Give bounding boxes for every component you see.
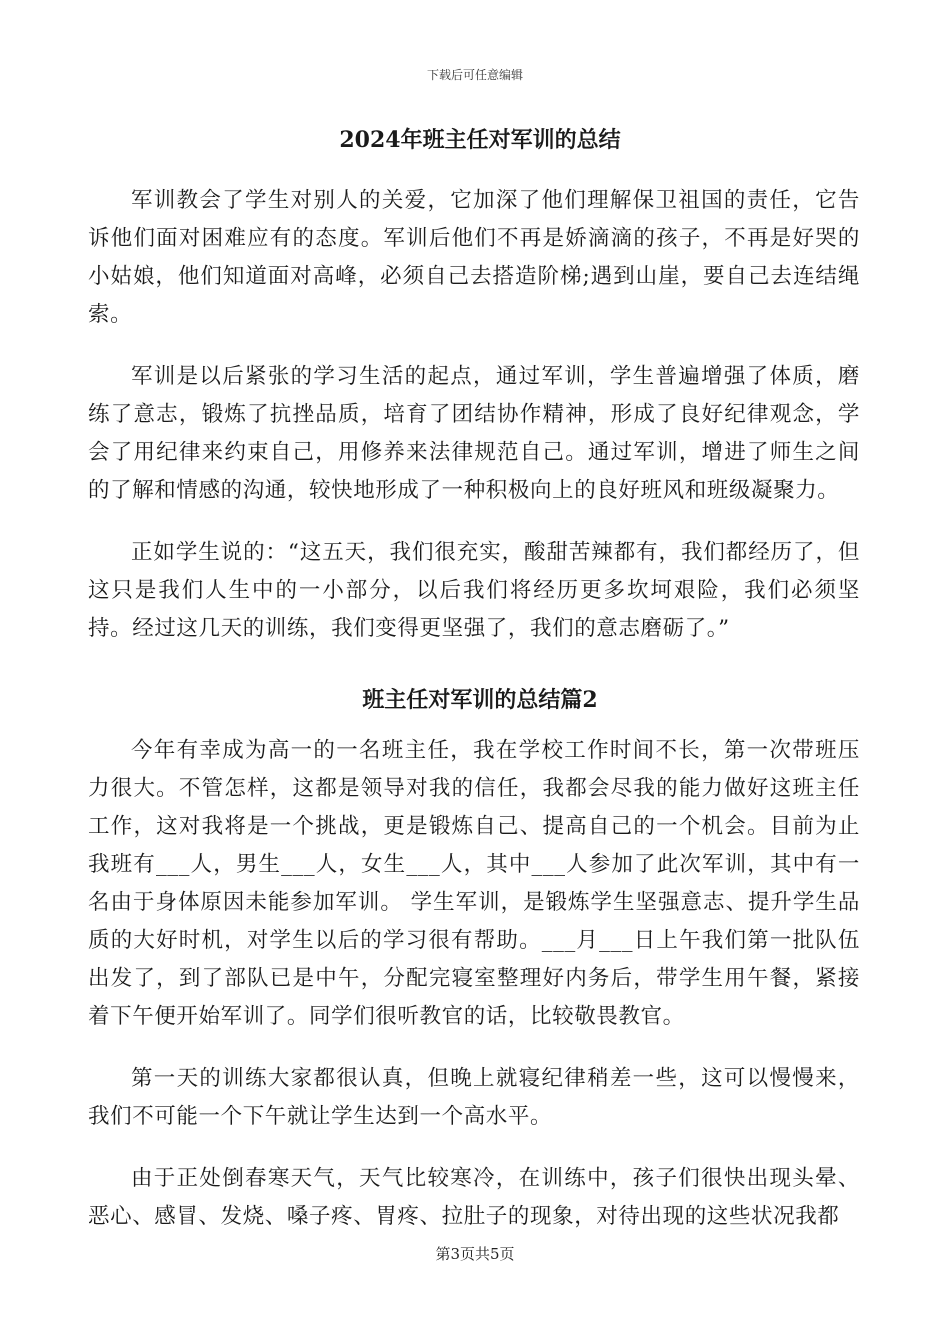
paragraph: 第一天的训练大家都很认真，但晚上就寝纪律稍差一些，这可以慢慢来，我们不可能一个下午就让学生达到一个高水平。 bbox=[88, 1066, 860, 1129]
header-note: 下载后可任意编辑 bbox=[426, 68, 523, 82]
paragraph: 军训是以后紧张的学习生活的起点，通过军训，学生普遍增强了体质，磨练了意志，锻炼了抗挫品质，培育了团结协作精神，形成了良好纪律观念，学会了用纪律来约束自己，用修养来法律规范自己。通过军训，增进了师生之间的了解和情感的沟通，较快地形成了一种积极向上的良好班风和班级凝聚力。 bbox=[88, 364, 860, 503]
document-body bbox=[88, 120, 860, 1260]
section-title: 班主任对军训的总结篇2 bbox=[362, 687, 598, 713]
paragraph: 正如学生说的：“这五天，我们很充实，酸甜苦辣都有，我们都经历了，但这只是我们人生中的一小部分，以后我们将经历更多坎坷艰险，我们必须坚持。经过这几天的训练，我们变得更坚强了，我们的意志磨砺了。” bbox=[88, 540, 860, 641]
paragraph: 军训教会了学生对别人的关爱，它加深了他们理解保卫祖国的责任，它告诉他们面对困难应有的态度。军训后他们不再是娇滴滴的孩子，不再是好哭的小姑娘，他们知道面对高峰，必须自己去搭造阶梯;遇到山崖，要自己去连结绳索。 bbox=[88, 188, 860, 327]
page-number: 第3页共5页 bbox=[435, 1245, 515, 1263]
document-title: 2024年班主任对军训的总结 bbox=[339, 127, 621, 153]
paragraph: 由于正处倒春寒天气，天气比较寒冷，在训练中，孩子们很快出现头晕、恶心、感冒、发烧、嗓子疼、胃疼、拉肚子的现象，对待出现的这些状况我都 bbox=[88, 1166, 860, 1229]
paragraph: 今年有幸成为高一的一名班主任，我在学校工作时间不长，第一次带班压力很大。不管怎样，这都是领导对我的信任，我都会尽我的能力做好这班主任工作，这对我将是一个挑战，更是锻炼自己、提高自己的一个机会。目前为止我班有___人，男生___人，女生___人，其中___人参加了此次军训，其中有一名由于身体原因未能参加军训。 学生军训，是锻炼学生坚强意志、提升学生品质的大好时机，对学生以后的学习很有帮助。___月___日上午我们第一批队伍出发了，到了部队已是中午，分配完寝室整理好内务后，带学生用午餐，紧接着下午便开始军训了。同学们很听教官的话，比较敬畏教官。 bbox=[88, 738, 860, 1029]
